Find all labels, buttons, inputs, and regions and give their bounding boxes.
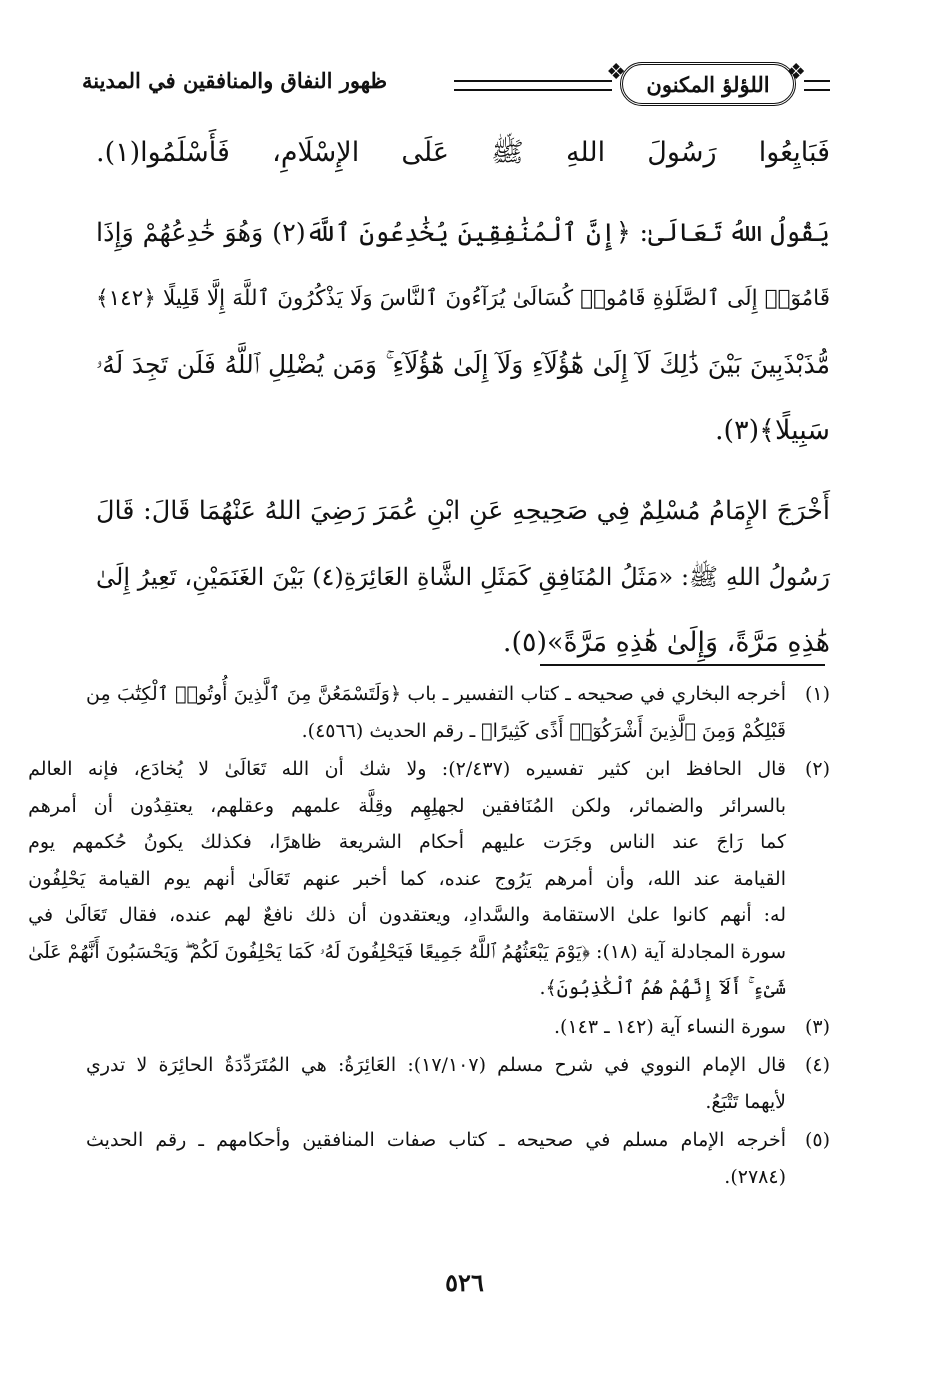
text-line: رَسُولُ اللهِ ﷺ: «مَثَلُ المُنَافِقِ كَمَثَلِ الشَّاةِ العَائِرَةِ(٤) بَيْنَ الغَنَمَيْنِ، تَعِيرُ إِلَىٰ <box>96 563 830 591</box>
footnote-separator <box>540 664 825 666</box>
footnote-line: سورة النساء آية (١٤٢ ـ ١٤٣). <box>554 1015 786 1038</box>
book-title: اللؤلؤ المكنون <box>646 71 770 97</box>
footnote-line: لأيهما تَتْبَعُ. <box>705 1090 786 1113</box>
page-number: ٥٢٦ <box>445 1268 484 1297</box>
footnote-line: كما رَاجَ عند الناس وجَرَت عليهم أحكام الشريعة ظاهرًا، فكذلك يكونُ حُكمهم يوم <box>28 831 786 853</box>
footnote-line: القيامة عند الله، وأن أمرهم يَرُوج عنده، كما أخبر عنهم تَعَالَىٰ أنهم يوم القيامة يَحْلِفُون <box>28 867 787 890</box>
footnote-number: (٢) <box>804 758 830 780</box>
footnote <box>86 1009 830 1046</box>
footnote-line: بالسرائر والضمائر، ولكن المُنَافقين لجهلِهِم وقِلَّة علمهم وعقلهم، يعتقِدُون أن أمرهم <box>28 794 786 817</box>
footnote-line: قال الإمام النووي في شرح مسلم (١٧/١٠٧): العَائِرَةُ: هي المُتَرَدِّدَةُ الحائِرَة لا تدري <box>86 1054 786 1076</box>
footnote-line: له: أنهم كانوا علىٰ الاستقامة والسَّدادِ، ويعتقدون أن ذلك نافعٌ لهم عنده، فقال تَعَالَىٰ في <box>28 904 786 926</box>
footnote-line: قَبْلِكُمْ وَمِنَ ٱلَّذِينَ أَشْرَكُوٓا۟ أَذًى كَثِيرًا﴾ ـ رقم الحديث (٤٥٦٦). <box>301 719 786 742</box>
footnote-line: أخرجه الإمام مسلم في صحيحه ـ كتاب صفات المنافقين وأحكامهم ـ رقم الحديث <box>86 1129 786 1151</box>
text-line: مُّذَبْذَبِينَ بَيْنَ ذَٰلِكَ لَآ إِلَىٰ هَٰٓؤُلَآءِ وَلَآ إِلَىٰ هَٰٓؤُلَآءِ ۚ وَمَن يُضْلِلِ ٱللَّهُ فَلَن تَجِدَ لَهُۥ <box>96 350 830 379</box>
book-title-cartouche <box>620 62 796 106</box>
footnote <box>28 751 830 1007</box>
text-line: قَامُوٓا۟ إِلَى ٱلصَّلَوٰةِ قَامُوا۟ كُسَالَىٰ يُرَآءُونَ ٱلنَّاسَ وَلَا يَذْكُرُونَ ٱللَّهَ إِلَّا قَلِيلًا ﴿١٤٢﴾ <box>96 286 830 311</box>
footnote-number: (١) <box>804 683 830 705</box>
header-rule-right <box>804 80 830 91</box>
footnote-number: (٤) <box>804 1054 830 1076</box>
main-text <box>96 120 830 676</box>
footnotes <box>28 676 830 1197</box>
footnote-line: (٢٧٨٤). <box>724 1165 786 1188</box>
text-line: هَٰذِهِ مَرَّةً، وَإِلَىٰ هَٰذِهِ مَرَّةً»(٥). <box>502 627 830 658</box>
ornament-icon: ❖ <box>606 60 626 85</box>
footnote-line: سورة المجادلة آية (١٨): ﴿يَوْمَ يَبْعَثُهُمُ ٱللَّهُ جَمِيعًا فَيَحْلِفُونَ لَهُۥ كَمَا يَحْلِفُونَ لَكُمْ ۖ وَيَحْسَبُونَ أَنَّهُمْ عَلَىٰ <box>28 940 786 963</box>
running-header <box>82 58 830 120</box>
footnote <box>86 1047 830 1120</box>
text-line: أَخْرَجَ الإِمَامُ مُسْلِمٌ فِي صَحِيحِهِ عَنِ ابْنِ عُمَرَ رَضِيَ اللهُ عَنْهُمَا قَالَ: قَالَ <box>96 496 830 526</box>
footnote-line: قال الحافظ ابن كثير تفسيره (٢/٤٣٧): ولا شك أن الله تَعَالَىٰ لا يُخادَع، فإنه العالم <box>28 758 786 780</box>
text-line: فَبَايِعُوا رَسُولَ اللهِ ﷺ عَلَى الإِسْلَامِ، فَأَسْلَمُوا(١). <box>96 137 830 168</box>
footnote <box>86 1122 830 1195</box>
footnote-number: (٥) <box>804 1129 830 1151</box>
footnote-line: أخرجه البخاري في صحيحه ـ كتاب التفسير ـ باب ﴿وَلَتَسْمَعُنَّ مِنَ ٱلَّذِينَ أُوتُوا۟ ٱلْكِتَٰبَ مِن <box>86 683 786 705</box>
chapter-title: ظهور النفاق والمنافقين في المدينة <box>82 68 388 93</box>
footnote <box>86 676 830 749</box>
footnote-line: شَىْءٍ ۚ أَلَآ إِنَّهُمْ هُمُ ٱلْكَٰذِبُونَ﴾. <box>539 977 786 999</box>
footnote-number: (٣) <box>804 1015 830 1038</box>
text-line: سَبِيلًا﴾(٣). <box>714 415 830 446</box>
text-line: يَقُولُ اللهُ تَعَالَىٰ: ﴿إِنَّ ٱلْمُنَٰفِقِينَ يُخَٰدِعُونَ ٱللَّهَ(٢) وَهُوَ خَٰدِعُهُمْ وَإِذَا <box>96 218 830 248</box>
ornament-icon: ❖ <box>786 60 806 85</box>
header-rule-middle <box>454 80 612 91</box>
